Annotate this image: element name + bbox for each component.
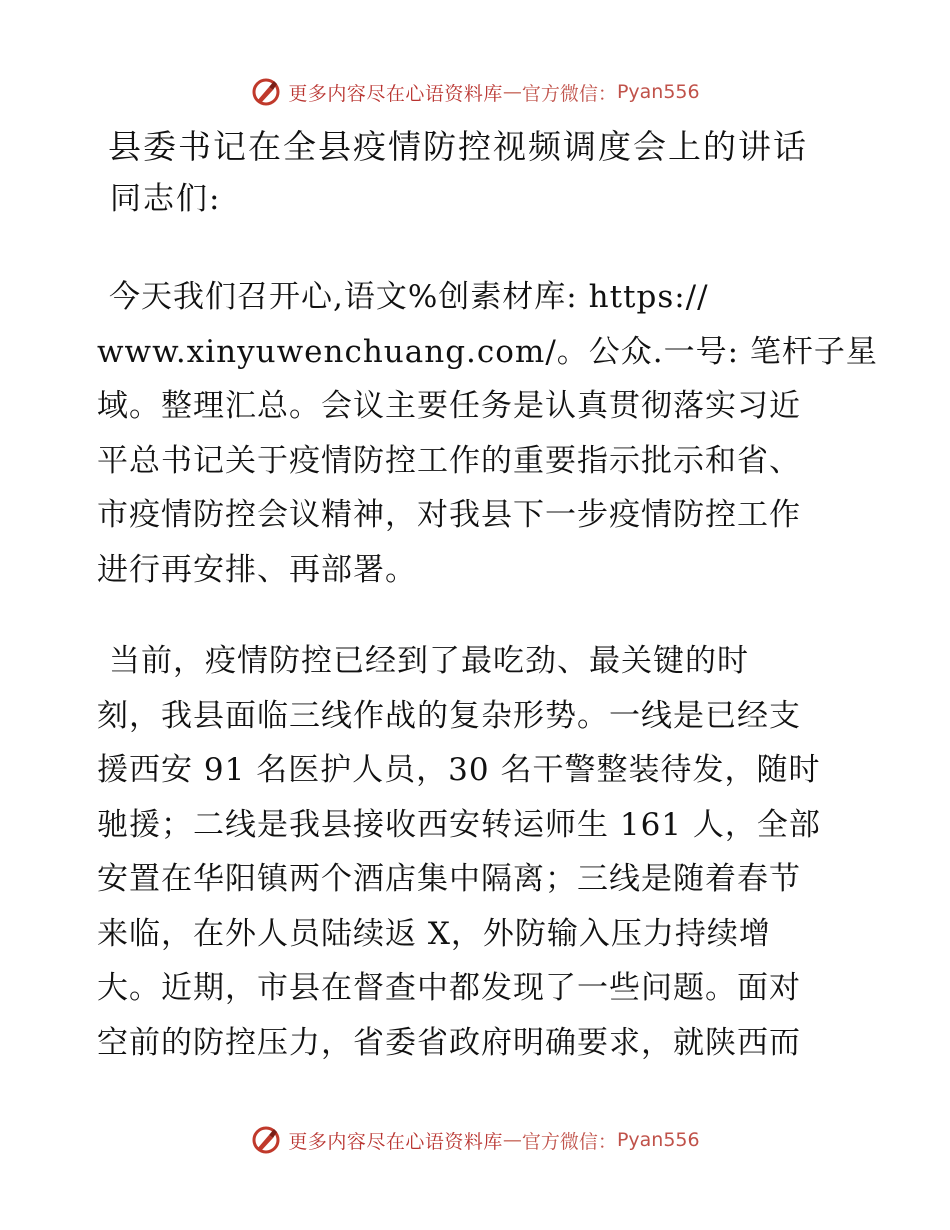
text-line: 来临，在外人员陆续返 X，外防输入压力持续增: [97, 915, 771, 952]
document-title: 县委书记在全县疫情防控视频调度会上的讲话: [108, 127, 808, 166]
pen-logo-icon: [250, 1124, 282, 1156]
footer-watermark-banner: [0, 1120, 950, 1160]
text-line: 驰援；二线是我县接收西安转运师生 161 人，全部: [97, 806, 821, 843]
text-line: 空前的防控压力，省委省政府明确要求，就陕西而: [97, 1024, 801, 1061]
text-line: 援西安 91 名医护人员，30 名干警整装待发，随时: [97, 752, 821, 788]
text-line: 进行再安排、再部署。: [97, 551, 417, 588]
header-watermark-banner: [0, 72, 950, 112]
text-line: www.xinyuwenchuang.com/。公众.一号: 笔杆子星: [97, 333, 878, 370]
banner-dash: —: [502, 1129, 522, 1151]
wechat-account: Pyan556: [616, 1129, 700, 1151]
promo-text: 更多内容尽在心语资料库: [288, 82, 503, 105]
banner-dash: —: [502, 81, 522, 103]
wechat-account: Pyan556: [616, 81, 700, 103]
text-line: 当前，疫情防控已经到了最吃劲、最关键的时: [109, 643, 749, 679]
salutation: 同志们:: [110, 181, 222, 217]
wechat-label: 官方微信：: [521, 82, 617, 105]
promo-text: 更多内容尽在心语资料库: [288, 1130, 503, 1153]
pen-logo-icon: [250, 76, 282, 108]
text-line: 域。整理汇总。会议主要任务是认真贯彻落实习近: [97, 388, 801, 424]
paragraph-2: [97, 634, 857, 1070]
text-line: 大。近期，市县在督查中都发现了一些问题。面对: [97, 970, 801, 1006]
wechat-label: 官方微信：: [521, 1130, 617, 1153]
text-line: 市疫情防控会议精神，对我县下一步疫情防控工作: [97, 497, 801, 533]
text-line: 刻，我县面临三线作战的复杂形势。一线是已经支: [97, 697, 801, 734]
paragraph-1: [97, 270, 878, 597]
text-line: 平总书记关于疫情防控工作的重要指示批示和省、: [97, 442, 801, 479]
text-line: 安置在华阳镇两个酒店集中隔离；三线是随着春节: [97, 861, 801, 897]
text-line: 今天我们召开心,语文%创素材库: https://: [109, 279, 709, 315]
